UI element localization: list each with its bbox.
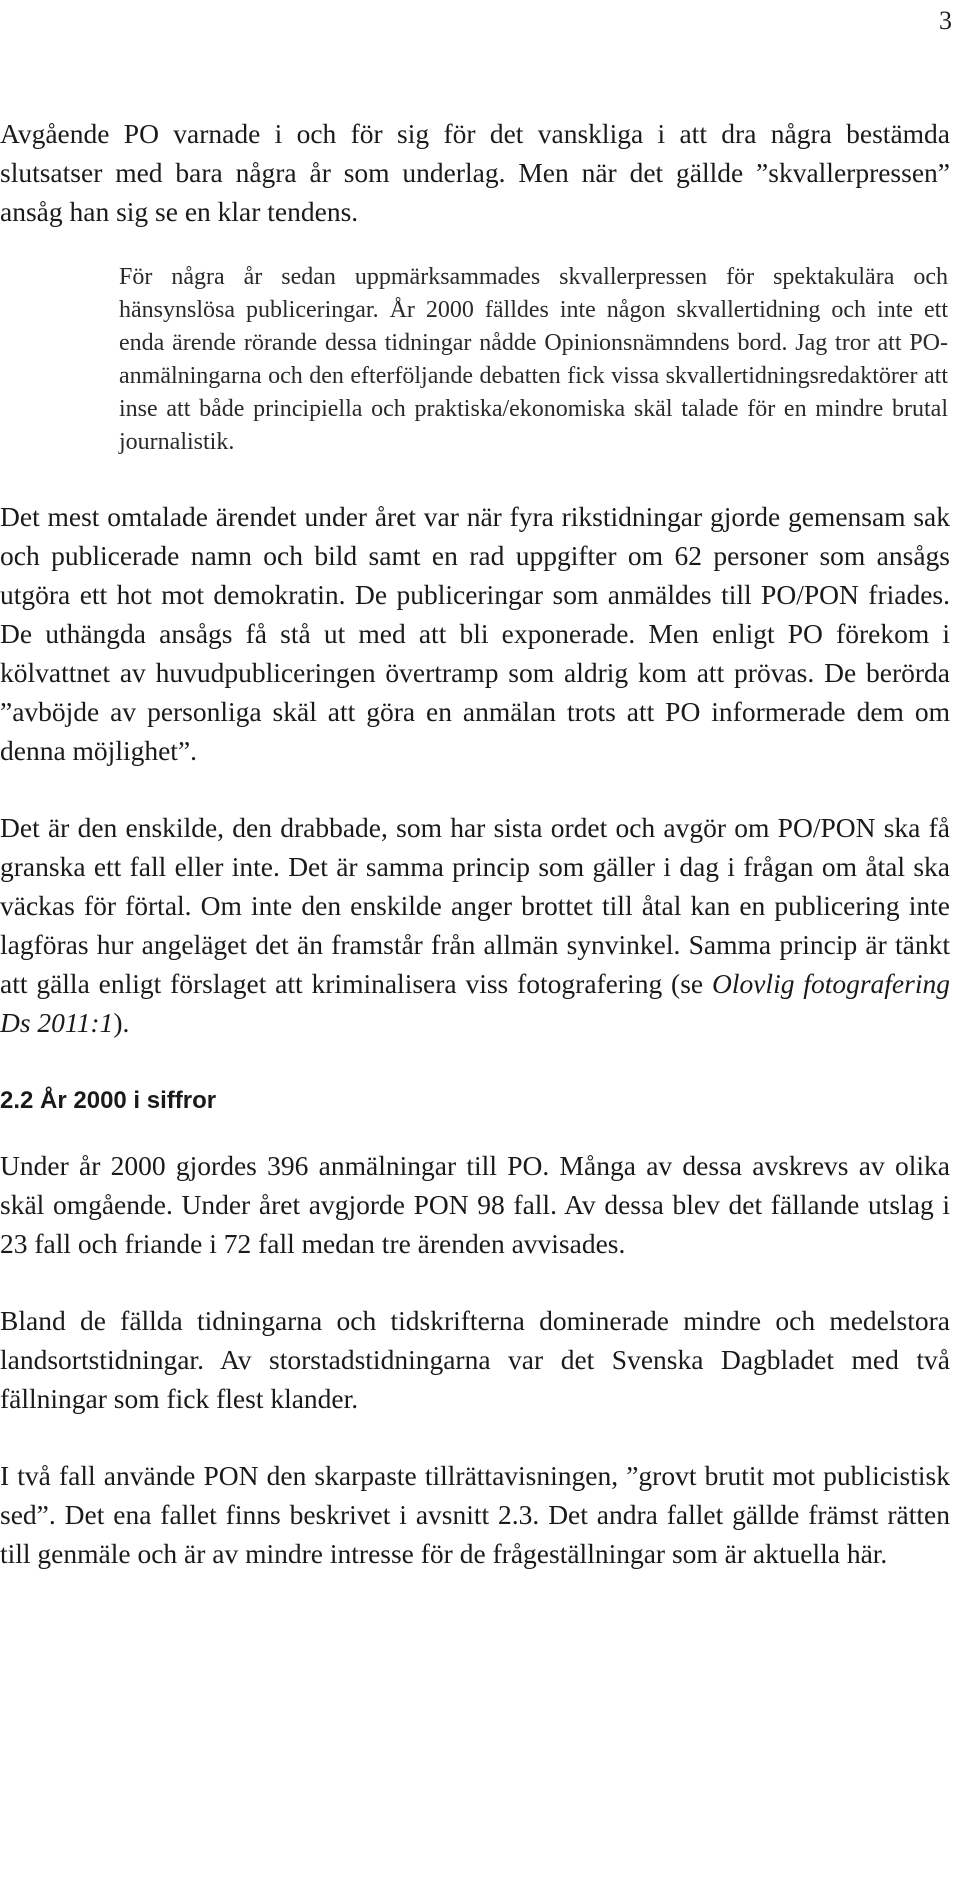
block-quote: För några år sedan uppmärksammades skvallerpressen för spektakulära och hänsynslösa publiceringar. År 2000 fälldes inte någon skvallertidning och inte ett enda ärende rörande dessa tidningar nådde Opinionsnämndens bord. Jag tror att PO-anmälningarna och den efterföljande debatten fick vissa skvallertidningsredaktörer att inse att både principiella och praktiska/ekonomiska skäl talade för en mindre brutal journalistik. — [119, 264, 948, 455]
page-number: 3 — [939, 6, 952, 35]
paragraph-intro: Avgående PO varnade i och för sig för det vanskliga i att dra några bestämda slutsatser med bara några år som underlag. Men när det gällde ”skvallerpressen” ansåg han sig se en klar tendens. — [0, 118, 950, 227]
paragraph-enskilde-text: Det är den enskilde, den drabbade, som har sista ordet och avgör om PO/PON ska få granska ett fall eller inte. Det är samma princip som gäller i dag i frågan om åtal ska väckas för förtal. Om inte den enskilde anger brottet till åtal kan en publicering inte lagföras hur angeläget det än framstår från allmän synvinkel. Samma princip är tänkt att gälla enligt förslaget att kriminalisera viss fotografering (se — [0, 812, 950, 999]
paragraph-rikstidningar: Det mest omtalade ärendet under året var när fyra rikstidningar gjorde gemensam sak och publicerade namn och bild samt en rad uppgifter om 62 personer som ansågs utgöra ett hot mot demokratin. De publiceringar som anmäldes till PO/PON friades. De uthängda ansågs få stå ut med att bli exponerade. Men enligt PO förekom i kölvattnet av huvudpubliceringen övertramp som aldrig kom att prövas. De berörda ”avböjde av personliga skäl att göra en anmälan trots att PO informerade dem om denna möjlighet”. — [0, 501, 950, 766]
paragraph-landsort: Bland de fällda tidningarna och tidskrifterna dominerade mindre och medelstora landsortstidningar. Av storstadstidningarna var det Svenska Dagbladet med två fällningar som fick flest klander. — [0, 1305, 950, 1414]
paragraph-enskilde-end: ). — [113, 1007, 130, 1038]
cited-title: Olovlig fotografering Ds 2011:1 — [0, 968, 950, 1038]
document-body — [0, 114, 950, 1573]
paragraph-statistics: Under år 2000 gjordes 396 anmälningar till PO. Många av dessa avskrevs av olika skäl omgående. Under året avgjorde PON 98 fall. Av dessa blev det fällande utslag i 23 fall och friande i 72 fall medan tre ärenden avvisades. — [0, 1150, 950, 1259]
paragraph-enskilde — [0, 808, 950, 1042]
section-heading: 2.2 År 2000 i siffror — [0, 1087, 217, 1114]
paragraph-tillrattavisning: I två fall använde PON den skarpaste tillrättavisningen, ”grovt brutit mot publicistisk sed”. Det ena fallet finns beskrivet i avsnitt 2.3. Det andra fallet gällde främst rätten till genmäle och är av mindre intresse för de frågeställningar som är aktuella här. — [0, 1460, 950, 1569]
